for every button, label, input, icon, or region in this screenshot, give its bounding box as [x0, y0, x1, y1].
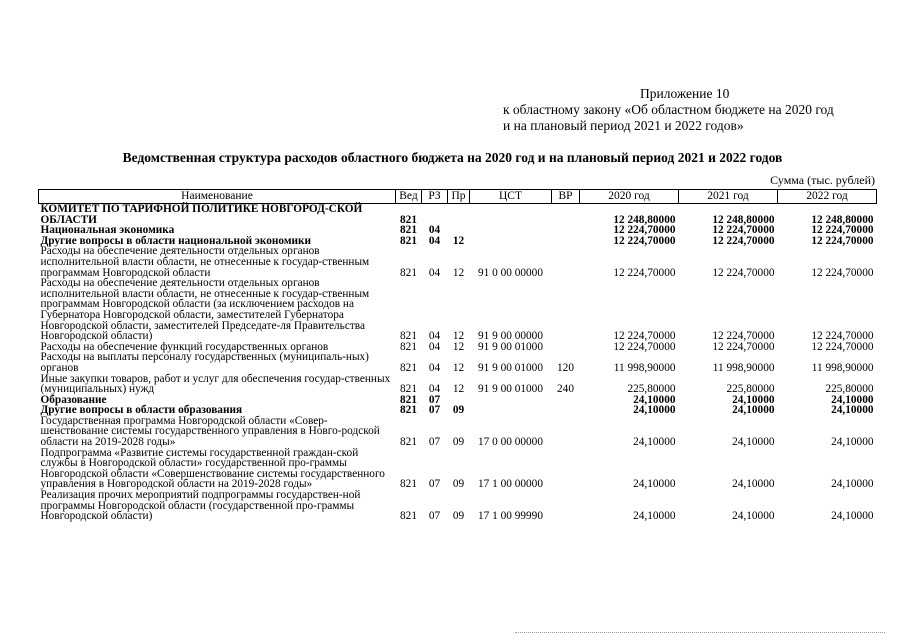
cell-vr	[552, 225, 580, 236]
cell-y2021: 24,10000	[732, 404, 775, 417]
cell-pr: 12	[452, 383, 465, 396]
header-cst: ЦСТ	[470, 190, 552, 204]
table-row	[39, 352, 877, 373]
cell-y2020: 12 224,70000	[613, 330, 676, 343]
table-row	[39, 416, 877, 448]
cell-y2022: 12 248,80000	[811, 213, 874, 226]
cell-ved: 821	[400, 340, 417, 353]
cell-y2022: 24,10000	[831, 510, 874, 523]
cell-rz: 07	[428, 393, 441, 406]
cell-pr: 09	[452, 436, 465, 449]
cell-pr: 12	[452, 234, 465, 247]
cell-y2022: 12 224,70000	[811, 330, 874, 343]
cell-y2021: 12 224,70000	[712, 224, 775, 237]
cell-pr: 12	[452, 330, 465, 343]
table-row	[39, 278, 877, 342]
cell-y2022: 24,10000	[831, 478, 874, 491]
cell-pr: 09	[452, 510, 465, 523]
cell-vr	[552, 448, 580, 490]
cell-rz: 04	[428, 340, 441, 353]
cell-rz: 04	[428, 266, 441, 279]
cell-ved: 821	[400, 266, 417, 279]
cell-rz: 04	[428, 224, 441, 237]
cell-vr	[552, 416, 580, 448]
cell-vr	[552, 278, 580, 342]
cell-rz: 07	[428, 510, 441, 523]
cell-name: Расходы на выплаты персоналу государственных (муниципаль-ных) органов	[40, 351, 369, 374]
budget-table	[38, 189, 877, 522]
cell-y2020: 24,10000	[633, 478, 676, 491]
cell-name: Расходы на обеспечение функций государственных органов	[40, 340, 329, 353]
cell-y2020: 12 248,80000	[613, 213, 676, 226]
appendix-header	[503, 86, 834, 134]
cell-ved: 821	[400, 330, 417, 343]
cell-ved: 821	[400, 393, 417, 406]
table-row	[39, 374, 877, 395]
cell-y2021: 24,10000	[732, 478, 775, 491]
cell-y2021: 12 224,70000	[712, 266, 775, 279]
cell-y2021: 24,10000	[732, 510, 775, 523]
cell-cst: 17 1 00 00000	[478, 478, 543, 491]
cell-cst: 91 9 00 01000	[478, 383, 543, 396]
cell-y2021: 225,80000	[726, 383, 775, 396]
cell-cst	[470, 204, 552, 226]
cell-ved: 821	[400, 383, 417, 396]
appendix-period-line: и на плановый период 2021 и 2022 годов»	[503, 118, 744, 133]
cell-y2020: 24,10000	[633, 393, 676, 406]
cell-cst: 91 9 00 00000	[478, 330, 543, 343]
cell-ved: 821	[400, 213, 417, 226]
cell-ved: 821	[400, 404, 417, 417]
table-row	[39, 490, 877, 522]
cell-y2020: 12 224,70000	[613, 224, 676, 237]
cell-y2021: 24,10000	[732, 436, 775, 449]
table-body	[39, 204, 877, 522]
cell-cst: 91 9 00 01000	[478, 340, 543, 353]
cell-vr	[552, 490, 580, 522]
cell-name: Образование	[40, 393, 107, 406]
header-name: Наименование	[39, 190, 396, 204]
cell-rz: 07	[428, 436, 441, 449]
header-vr: ВР	[552, 190, 580, 204]
cell-ved: 821	[400, 478, 417, 491]
cell-name: Подпрограмма «Развитие системы государственной граждан-ской службы в Новгородской области» государственной про-граммы Новгородской области «Совершенствование системы государственного управления в Новгородской области на 2019-2028 годы»	[40, 446, 385, 491]
cell-ved: 821	[400, 234, 417, 247]
cell-vr	[552, 246, 580, 278]
cell-pr: 12	[452, 361, 465, 374]
cell-pr: 09	[452, 478, 465, 491]
cell-y2022: 24,10000	[831, 436, 874, 449]
cell-y2020: 11 998,90000	[613, 361, 676, 374]
cell-cst: 17 1 00 99990	[478, 510, 543, 523]
header-2022: 2022 год	[778, 190, 877, 204]
cell-cst	[470, 236, 552, 247]
table-row	[39, 246, 877, 278]
cell-cst: 91 9 00 01000	[478, 361, 543, 374]
cell-rz	[422, 204, 448, 226]
cell-pr	[448, 204, 470, 226]
cell-name: КОМИТЕТ ПО ТАРИФНОЙ ПОЛИТИКЕ НОВГОРОД-СКОЙ ОБЛАСТИ	[40, 203, 363, 226]
cell-cst	[470, 225, 552, 236]
table-row	[39, 448, 877, 490]
cell-y2022: 24,10000	[831, 393, 874, 406]
cell-y2022: 24,10000	[831, 404, 874, 417]
table-row	[39, 204, 877, 226]
cell-ved: 821	[400, 224, 417, 237]
cell-vr	[552, 342, 580, 353]
cell-y2020: 24,10000	[633, 510, 676, 523]
cell-rz: 07	[428, 478, 441, 491]
cell-name: Государственная программа Новгородской области «Совер-шенствование системы государственного управления в Новго-родской области на 2019-2028 годы»	[40, 414, 380, 449]
cell-name: Другие вопросы в области образования	[40, 404, 243, 417]
cell-rz: 04	[428, 234, 441, 247]
cell-name: Расходы на обеспечение деятельности отдельных органов исполнительной власти области, не отнесенные к государ-ственным программам Новгородской области (за исключением расходов на Губернатора Новгородской области, заместителей Губернатора Новгородской области, заместителей Председате-ля Правительства Новгородской области)	[40, 277, 370, 343]
cell-cst	[470, 405, 552, 416]
cell-ved: 821	[400, 510, 417, 523]
cell-y2022: 12 224,70000	[811, 234, 874, 247]
header-pr: Пр	[448, 190, 470, 204]
cell-name: Реализация прочих мероприятий подпрограммы государствен-ной программы Новгородской области (государственной про-граммы Новгородской области)	[40, 489, 361, 523]
cell-y2021: 12 224,70000	[712, 330, 775, 343]
cell-name: Национальная экономика	[40, 224, 175, 237]
cell-y2020: 12 224,70000	[613, 234, 676, 247]
cell-y2021: 12 224,70000	[712, 234, 775, 247]
table-header-row	[39, 190, 877, 204]
cell-vr: 240	[557, 383, 574, 396]
appendix-number: Приложение 10	[640, 86, 730, 101]
cell-y2020: 225,80000	[627, 383, 676, 396]
cell-pr: 09	[452, 404, 465, 417]
cell-y2021: 12 248,80000	[712, 213, 775, 226]
cell-y2020: 24,10000	[633, 404, 676, 417]
cell-cst	[470, 395, 552, 406]
cell-vr	[552, 236, 580, 247]
cell-pr: 12	[452, 340, 465, 353]
cell-name: Расходы на обеспечение деятельности отдельных органов исполнительной власти области, не отнесенные к государ-ственным программам Новгородской области	[40, 245, 370, 279]
appendix-law-line: к областному закону «Об областном бюджете на 2020 год	[503, 102, 834, 117]
cell-y2022: 225,80000	[825, 383, 874, 396]
sum-units-label: Сумма (тыс. рублей)	[770, 173, 875, 187]
document-title: Ведомственная структура расходов областного бюджета на 2020 год и на плановый период 2021 и 2022 годов	[122, 150, 783, 165]
cell-rz: 07	[428, 404, 441, 417]
cell-y2021: 11 998,90000	[712, 361, 775, 374]
cell-cst: 17 0 00 00000	[478, 436, 543, 449]
cell-rz: 04	[428, 330, 441, 343]
cell-vr	[552, 395, 580, 406]
cell-y2020: 24,10000	[633, 436, 676, 449]
cell-vr: 120	[557, 361, 574, 374]
cell-ved: 821	[400, 361, 417, 374]
cell-rz: 04	[428, 383, 441, 396]
cell-vr	[552, 405, 580, 416]
header-rz: РЗ	[422, 190, 448, 204]
header-2021: 2021 год	[679, 190, 778, 204]
cell-y2022: 12 224,70000	[811, 224, 874, 237]
header-ved: Вед	[396, 190, 422, 204]
cell-name: Иные закупки товаров, работ и услуг для обеспечения государ-ственных (муниципальных) нужд	[40, 372, 391, 396]
cell-cst: 91 0 00 00000	[478, 266, 543, 279]
cell-vr	[552, 204, 580, 226]
cell-y2022: 12 224,70000	[811, 266, 874, 279]
cell-y2022: 11 998,90000	[811, 361, 874, 374]
cell-y2021: 12 224,70000	[712, 340, 775, 353]
cell-y2020: 12 224,70000	[613, 340, 676, 353]
cell-name: Другие вопросы в области национальной экономики	[40, 234, 312, 247]
cell-y2021: 24,10000	[732, 393, 775, 406]
cell-y2022: 12 224,70000	[811, 340, 874, 353]
cell-y2020: 12 224,70000	[613, 266, 676, 279]
cell-pr: 12	[452, 266, 465, 279]
header-2020: 2020 год	[580, 190, 679, 204]
cell-ved: 821	[400, 436, 417, 449]
cell-rz: 04	[428, 361, 441, 374]
scan-artifact-line	[515, 632, 885, 635]
